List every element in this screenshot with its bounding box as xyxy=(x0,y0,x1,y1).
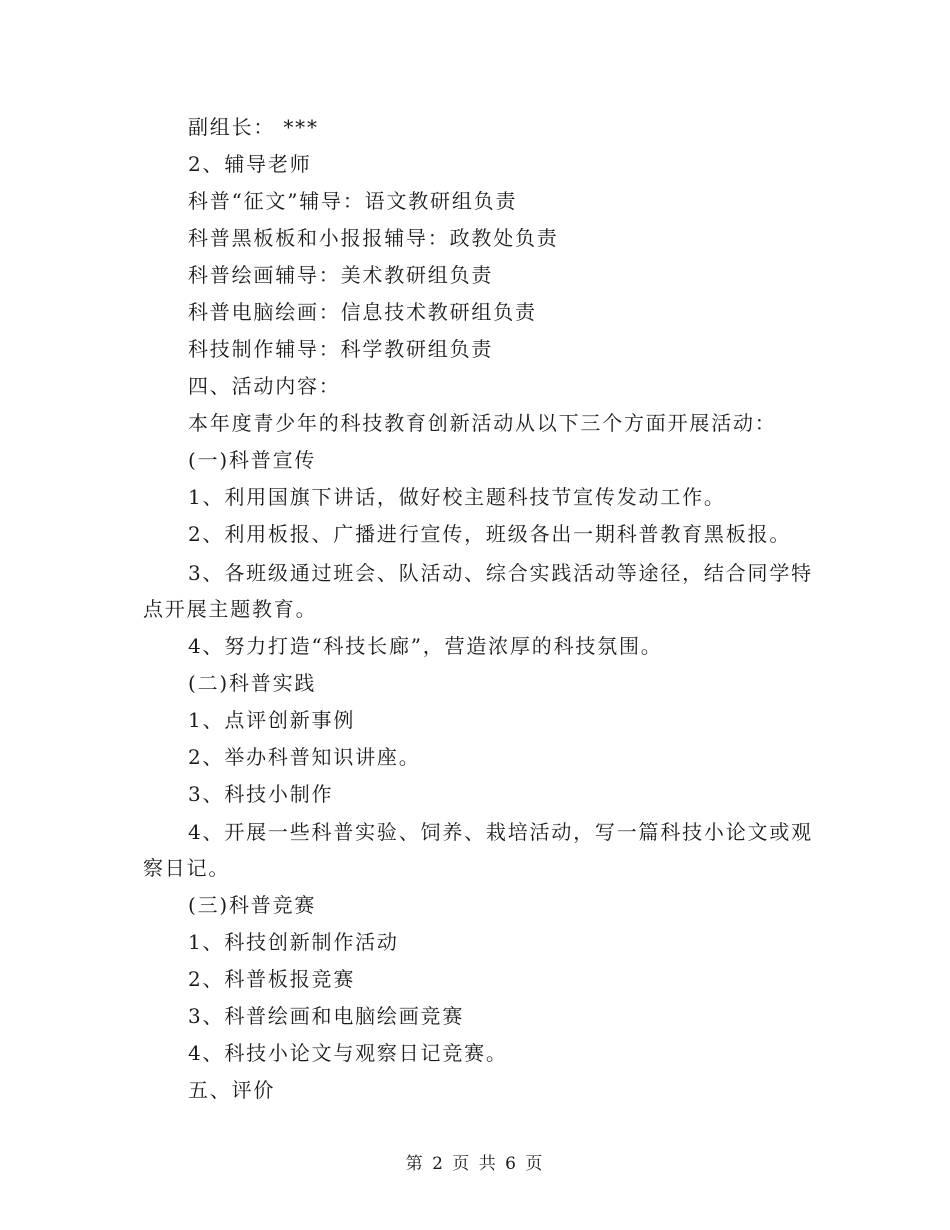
list-item-promotion-3: 3、各班级通过班会、队活动、综合实践活动等途径，结合同学特 xyxy=(188,561,813,585)
line-blackboard-tutor: 科普黑板板和小报报辅导：政教处负责 xyxy=(188,226,559,250)
list-item-competition-3: 3、科普绘画和电脑绘画竞赛 xyxy=(188,1004,465,1028)
list-item-practice-3: 3、科技小制作 xyxy=(188,782,334,806)
line-computer-painting-tutor: 科普电脑绘画：信息技术教研组负责 xyxy=(188,300,537,324)
line-section-tutors: 2、辅导老师 xyxy=(188,152,312,176)
list-item-practice-2: 2、举办科普知识讲座。 xyxy=(188,745,421,769)
page-number-footer: 第 2 页 共 6 页 xyxy=(405,1154,545,1174)
list-item-competition-2: 2、科普板报竞赛 xyxy=(188,967,356,991)
list-item-practice-1: 1、点评创新事例 xyxy=(188,708,356,732)
list-item-promotion-1: 1、利用国旗下讲话，做好校主题科技节宣传发动工作。 xyxy=(188,485,726,509)
heading-evaluation: 五、评价 xyxy=(188,1078,276,1102)
list-item-promotion-3-continued: 点开展主题教育。 xyxy=(143,597,318,621)
list-item-promotion-2: 2、利用板报、广播进行宣传，班级各出一期科普教育黑板报。 xyxy=(188,522,792,546)
line-making-tutor: 科技制作辅导：科学教研组负责 xyxy=(188,337,494,361)
subheading-science-practice: (二)科普实践 xyxy=(188,671,317,695)
line-deputy-leader: 副组长： *** xyxy=(188,115,319,139)
list-item-promotion-4: 4、努力打造“科技长廊”，营造浓厚的科技氛围。 xyxy=(188,634,663,658)
line-painting-tutor: 科普绘画辅导：美术教研组负责 xyxy=(188,263,494,287)
list-item-competition-1: 1、科技创新制作活动 xyxy=(188,930,399,954)
list-item-competition-4: 4、科技小论文与观察日记竞赛。 xyxy=(188,1041,508,1065)
line-essay-tutor: 科普“征文”辅导：语文教研组负责 xyxy=(188,189,518,213)
list-item-practice-4-continued: 察日记。 xyxy=(143,856,231,880)
list-item-practice-4: 4、开展一些科普实验、饲养、栽培活动，写一篇科技小论文或观 xyxy=(188,820,813,844)
subheading-science-promotion: (一)科普宣传 xyxy=(188,448,317,472)
subheading-science-competition: (三)科普竞赛 xyxy=(188,893,317,917)
heading-activity-content: 四、活动内容： xyxy=(188,374,341,398)
line-activity-intro: 本年度青少年的科技教育创新活动从以下三个方面开展活动： xyxy=(188,411,777,435)
